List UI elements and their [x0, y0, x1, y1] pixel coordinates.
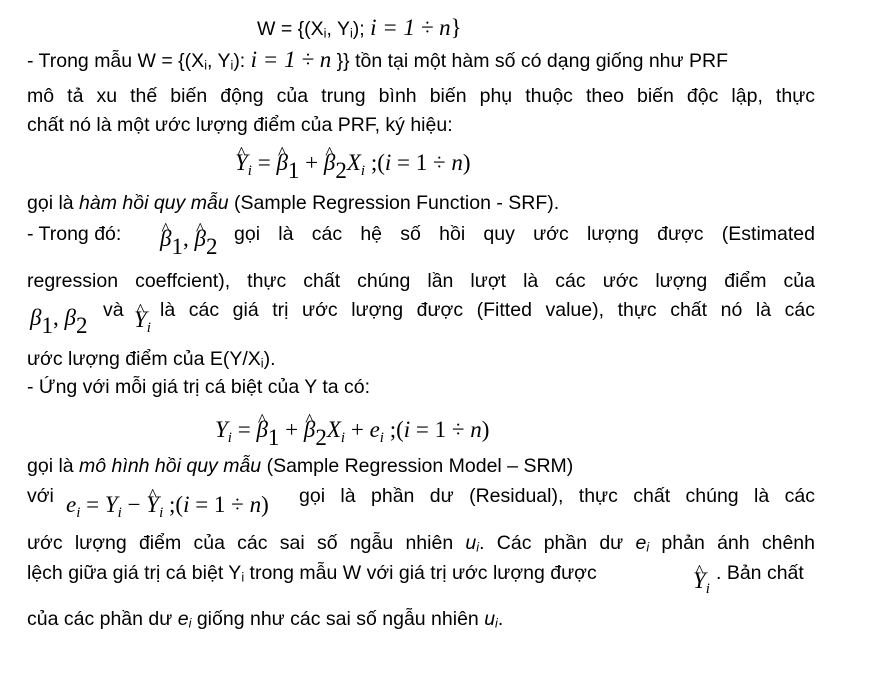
paragraph-line: gọi là mô hình hồi quy mẫu (Sample Regression Model – SRM) — [27, 455, 574, 477]
formula-residual: $e_i = Y_i$ − ^ $Y_i$ ;(i = 1 ÷ n) — [66, 488, 269, 522]
term-srm: mô hình hồi quy mẫu — [79, 455, 262, 477]
formula-beta-hat: ^ $\beta_1$, ^ $\beta_2$ — [160, 222, 217, 256]
paragraph-line: ước lượng điểm của $E(Y/X_i)$. — [27, 348, 276, 371]
paragraph-line: của các phần dư $e_i$ giống như các sai số ngẫu nhiên $u_i$. — [27, 608, 504, 631]
paragraph-line: gọi là hàm hồi quy mẫu (Sample Regression Function - SRF). — [27, 192, 560, 214]
paragraph-line: gọi là phần dư (Residual), thực chất chúng là các — [299, 485, 815, 507]
paragraph-line: - Trong đó: — [27, 223, 122, 245]
paragraph-line: lệch giữa giá trị cá biệt $Y_i$ trong mẫu W với giá trị ước lượng được — [27, 562, 597, 585]
formula-srm: $Y_i$ = ^ $\beta_1$ + ^ $\beta_2X_i + e_i$ ;(i = 1 ÷ n) — [215, 413, 489, 447]
paragraph-line: - Ứng với mỗi giá trị cá biệt của Y ta có: — [27, 376, 371, 398]
formula-y-hat: ^ $Y_i$ — [693, 566, 710, 596]
paragraph-line: regression coeffcient), thực chất chúng lần lượt là các ước lượng điểm của — [27, 270, 815, 292]
sample-definition: $W = \{(X_i$, $Y_i$); i = 1 ÷ n} — [257, 15, 462, 41]
formula-srf: ^ $Y_i$ = ^ $\beta_1$ + ^ $\beta_2X_i$ ;(i = 1 ÷ n) — [235, 146, 471, 180]
paragraph-line: - Trong mẫu $W = \{(X_i$, $Y_i$): i = 1 ÷ n }} tồn tại một hàm số có dạng giống như PRF — [27, 47, 728, 73]
paragraph-line: chất nó là một ước lượng điểm của PRF, ký hiệu: — [27, 114, 453, 136]
formula-range: i = 1 ÷ n — [250, 47, 332, 72]
formula-beta: $\beta_1$, $\beta_2$ — [30, 305, 88, 339]
paragraph-line: là các giá trị ước lượng được (Fitted value), thực chất nó là các — [160, 299, 815, 321]
paragraph-line: mô tả xu thế biến động của trung bình biến phụ thuộc theo biến độc lập, thực — [27, 85, 815, 107]
formula-y-hat: ^ $Y_i$ — [134, 305, 151, 335]
term-srf: hàm hồi quy mẫu — [79, 192, 229, 214]
formula-range: i = 1 ÷ n — [370, 15, 451, 40]
paragraph-line: ước lượng điểm của các sai số ngẫu nhiên $u_i$. Các phần dư $e_i$ phản ánh chênh — [27, 532, 815, 555]
paragraph-line: gọi là các hệ số hồi quy ước lượng được (Estimated — [234, 223, 815, 245]
